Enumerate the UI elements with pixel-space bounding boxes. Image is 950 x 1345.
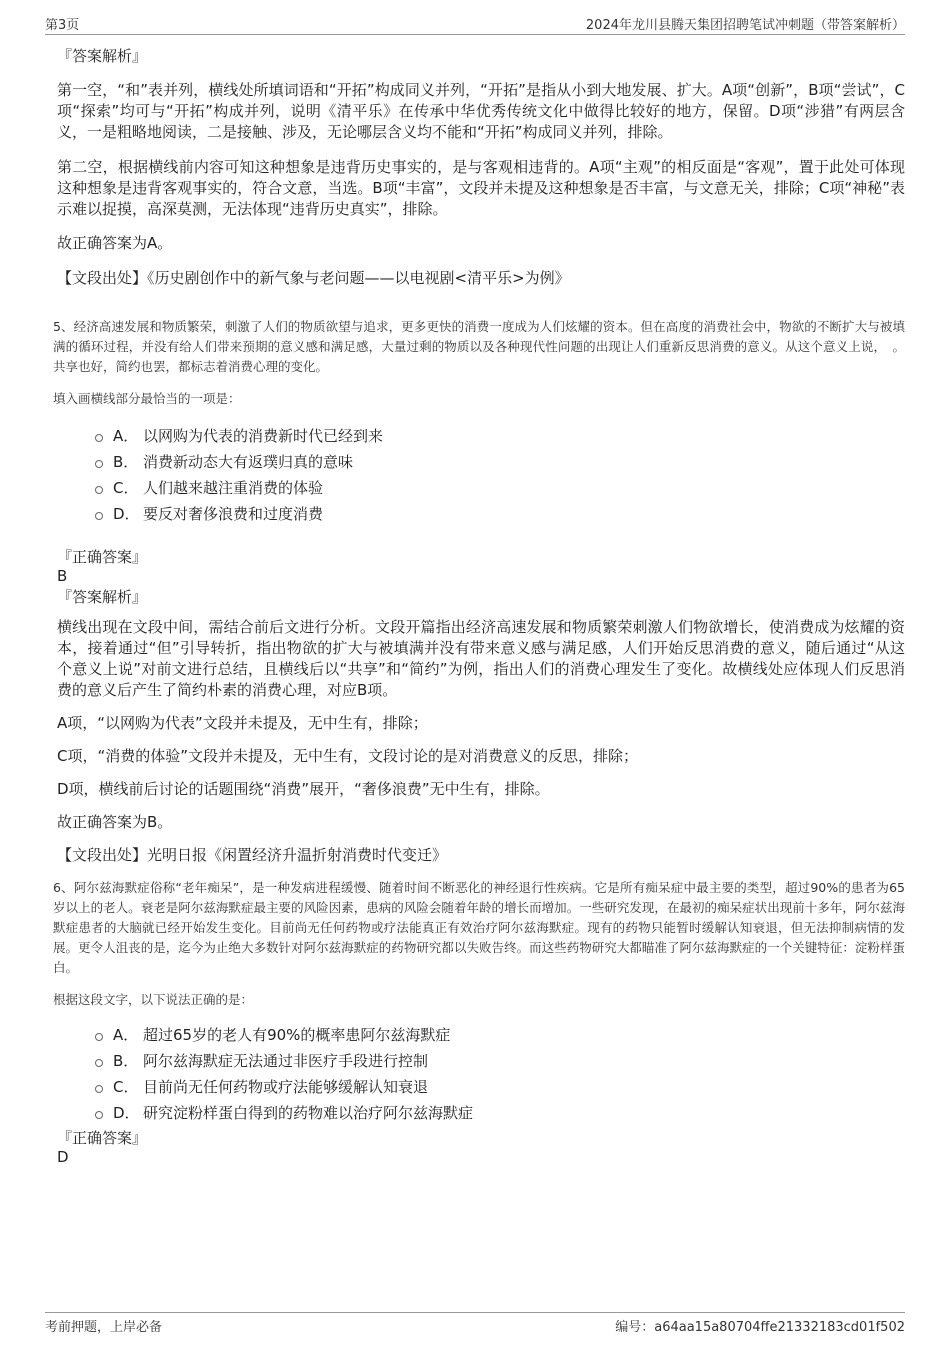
option-key: A． <box>113 427 139 445</box>
question-text: 5、经济高速发展和物质繁荣，刺激了人们的物质欲望与追求，更多更快的消费一度成为人们炫耀的资本。但在高度的消费社会中，物欲的不断扩大与被填满的循环过程，并没有给人们带来预期的意义感和满足感，大量过剩的物质以及各种现代性问题的出现让人们重新反思消费的意义。从这个意义上说， 。共享也好，简约也罢，都标志着消费心理的变化。 <box>53 319 905 374</box>
option-text: 要反对奢侈浪费和过度消费 <box>143 505 324 523</box>
analysis-paragraph: A项，“以网购为代表”文段并未提及，无中生有，排除； <box>57 714 428 732</box>
option-a[interactable] <box>95 1022 905 1048</box>
analysis-label: 『答案解析』 <box>57 47 148 65</box>
option-b[interactable] <box>95 1048 905 1074</box>
option-c[interactable] <box>95 1074 905 1100</box>
option-c[interactable] <box>95 475 905 501</box>
document-title: 2024年龙川县腾天集团招聘笔试冲刺题（带答案解析） <box>585 18 905 33</box>
option-key: C． <box>113 479 139 497</box>
option-text: 超过65岁的老人有90%的概率患阿尔兹海默症 <box>143 1026 451 1044</box>
radio-icon[interactable] <box>95 486 103 494</box>
correct-answer: B <box>57 567 68 585</box>
option-key: B． <box>113 1052 139 1070</box>
answer-conclusion: 故正确答案为B。 <box>57 813 173 831</box>
option-key: B． <box>113 453 139 471</box>
source-citation: 【文段出处】光明日报《闲置经济升温折射消费时代变迁》 <box>57 846 448 864</box>
page-number: 第3页 <box>45 18 80 33</box>
radio-icon[interactable] <box>95 1085 103 1093</box>
option-text: 消费新动态大有返璞归真的意味 <box>143 453 354 471</box>
option-b[interactable] <box>95 449 905 475</box>
option-key: D． <box>113 505 140 523</box>
main-content <box>53 46 905 1166</box>
option-key: C． <box>113 1078 139 1096</box>
question-prompt: 填入画横线部分最恰当的一项是： <box>53 391 241 406</box>
page-footer <box>45 1312 905 1337</box>
radio-icon[interactable] <box>95 1033 103 1041</box>
option-text: 研究淀粉样蛋白得到的药物难以治疗阿尔兹海默症 <box>143 1104 474 1122</box>
analysis-paragraph: 第二空，根据横线前内容可知这种想象是违背历史事实的，是与客观相违背的。A项“主观”的相反面是“客观”，置于此处可体现这种想象是违背客观事实的，符合文意，当选。B项“丰富”，文段并未提及这种想象是否丰富，与文意无关，排除；C项“神秘”表示难以捉摸，高深莫测，无法体现“违背历史真实”，排除。 <box>57 158 905 218</box>
document-id: 编号：a64aa15a80704ffe21332183cd01f502 <box>615 1320 905 1335</box>
option-d[interactable] <box>95 501 905 527</box>
radio-icon[interactable] <box>95 434 103 442</box>
correct-answer: D <box>57 1148 69 1166</box>
option-list <box>95 1022 905 1126</box>
radio-icon[interactable] <box>95 1111 103 1119</box>
analysis-label: 『答案解析』 <box>57 588 148 606</box>
option-key: A． <box>113 1026 139 1044</box>
option-text: 以网购为代表的消费新时代已经到来 <box>143 427 384 445</box>
radio-icon[interactable] <box>95 512 103 520</box>
answer-conclusion: 故正确答案为A。 <box>57 234 173 252</box>
page-header <box>45 14 905 35</box>
option-list <box>95 423 905 527</box>
analysis-paragraph: 横线出现在文段中间，需结合前后文进行分析。文段开篇指出经济高速发展和物质繁荣刺激人们物欲增长，使消费成为炫耀的资本，接着通过“但”引导转折，指出物欲的扩大与被填满并没有带来意义感与满足感，人们开始反思消费的意义，随后通过“从这个意义上说”对前文进行总结，且横线后以“共享”和“简约”为例，指出人们的消费心理发生了变化。故横线处应体现人们反思消费的意义后产生了简约朴素的消费心理，对应B项。 <box>57 618 905 699</box>
analysis-paragraph: 第一空，“和”表并列，横线处所填词语和“开拓”构成同义并列，“开拓”是指从小到大地发展、扩大。A项“创新”，B项“尝试”，C项“探索”均可与“开拓”构成并列，说明《清平乐》在传承中华优秀传统文化中做得比较好的地方，保留。D项“涉猎”有两层含义，一是粗略地阅读，二是接触、涉及，无论哪层含义均不能和“开拓”构成同义并列，排除。 <box>57 81 905 141</box>
option-text: 人们越来越注重消费的体验 <box>143 479 324 497</box>
footer-slogan: 考前押题，上岸必备 <box>45 1320 163 1335</box>
correct-answer-label: 『正确答案』 <box>57 1129 148 1147</box>
option-text: 目前尚无任何药物或疗法能够缓解认知衰退 <box>143 1078 429 1096</box>
option-text: 阿尔兹海默症无法通过非医疗手段进行控制 <box>143 1052 429 1070</box>
option-key: D． <box>113 1104 140 1122</box>
source-citation: 【文段出处】《历史剧创作中的新气象与老问题——以电视剧<清平乐>为例》 <box>57 269 570 287</box>
question-prompt: 根据这段文字，以下说法正确的是： <box>53 992 254 1007</box>
analysis-paragraph: C项，“消费的体验”文段并未提及，无中生有，文段讨论的是对消费意义的反思，排除； <box>57 747 639 765</box>
option-d[interactable] <box>95 1100 905 1126</box>
question-text: 6、阿尔兹海默症俗称“老年痴呆”，是一种发病进程缓慢、随着时间不断恶化的神经退行性疾病。它是所有痴呆症中最主要的类型，超过90%的患者为65岁以上的老人。衰老是阿尔兹海默症最主要的风险因素，患病的风险会随着年龄的增长而增加。一些研究发现，在最初的痴呆症状出现前十多年，阿尔兹海默症患者的大脑就已经开始发生变化。目前尚无任何药物或疗法能真正有效治疗阿尔兹海默症。现有的药物只能暂时缓解认知衰退，但无法抑制病情的发展。更令人沮丧的是，迄今为止绝大多数针对阿尔兹海默症的药物研究都以失败告终。而这些药物研究大都瞄准了阿尔兹海默症的一个关键特征：淀粉样蛋白。 <box>53 880 905 975</box>
analysis-paragraph: D项，横线前后讨论的话题围绕“消费”展开，“奢侈浪费”无中生有，排除。 <box>57 780 550 798</box>
correct-answer-label: 『正确答案』 <box>57 548 148 566</box>
radio-icon[interactable] <box>95 1059 103 1067</box>
radio-icon[interactable] <box>95 460 103 468</box>
option-a[interactable] <box>95 423 905 449</box>
